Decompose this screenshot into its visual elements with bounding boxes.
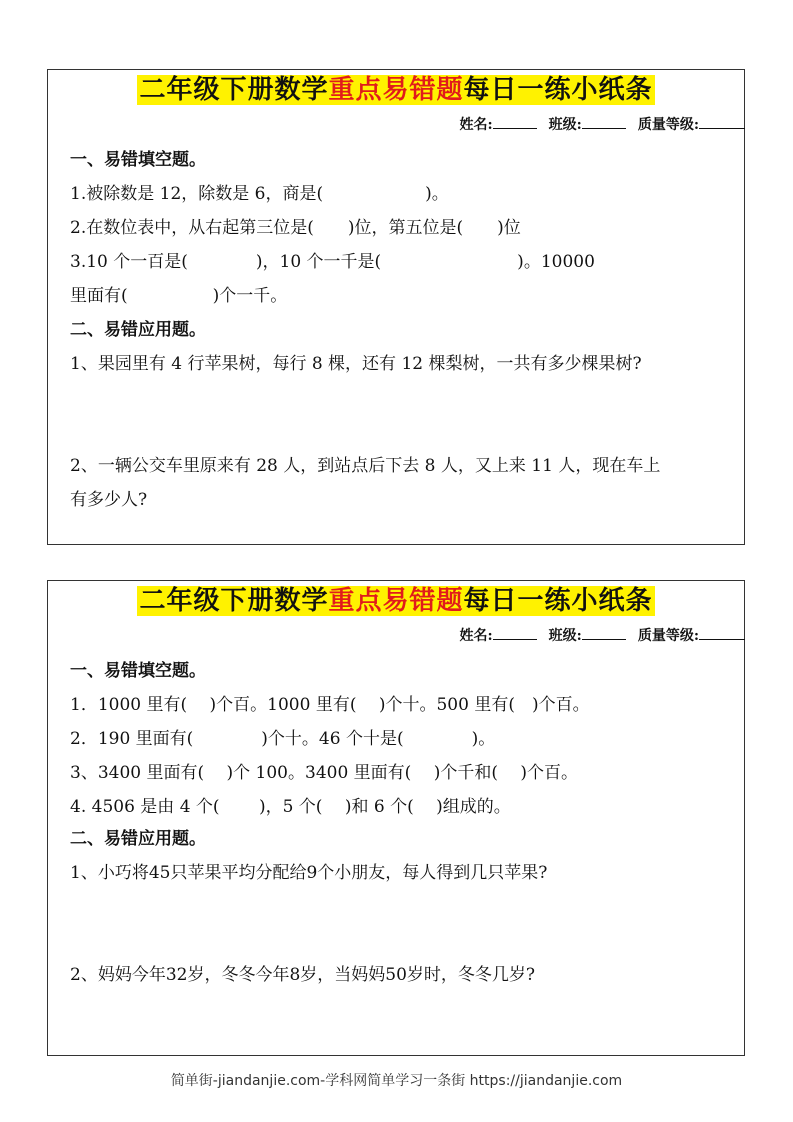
word-problem-1: 1、小巧将45只苹果平均分配给9个小朋友，每人得到几只苹果?: [70, 863, 548, 883]
word-problem-2-continued: 有多少人?: [70, 490, 148, 510]
card-title: 二年级下册数学重点易错题每日一练小纸条: [139, 75, 653, 105]
word-problem-2: 2、一辆公交车里原来有 28 人，到站点后下去 8 人，又上来 11 人，现在车上: [70, 456, 661, 476]
question-1: 1．1000 里有( )个百。1000 里有( )个十。500 里有( )个百。: [70, 695, 590, 715]
question-1: 1.被除数是 12，除数是 6，商是( )。: [70, 184, 449, 204]
worksheet-card-1: [47, 69, 745, 545]
student-info-line: 姓名: 班级: 质量等级:: [459, 114, 745, 134]
question-2: 2．190 里面有( )个十。46 个十是( )。: [70, 729, 496, 749]
question-3: 3、3400 里面有( )个 100。3400 里面有( )个千和( )个百。: [70, 763, 579, 783]
student-info-line: 姓名: 班级: 质量等级:: [459, 625, 745, 645]
question-3: 3.10 个一百是( )，10 个一千是( )。10000: [70, 252, 595, 272]
section-fill-in-title: 一、易错填空题。: [70, 661, 206, 681]
question-4: 4. 4506 是由 4 个( )，5 个( )和 6 个( )组成的。: [70, 797, 511, 817]
word-problem-1: 1、果园里有 4 行苹果树，每行 8 棵，还有 12 棵梨树，一共有多少棵果树?: [70, 354, 642, 374]
section-fill-in-title: 一、易错填空题。: [70, 150, 206, 170]
question-3-continued: 里面有( )个一千。: [70, 286, 288, 306]
question-2: 2.在数位表中，从右起第三位是( )位，第五位是( )位: [70, 218, 521, 238]
page-footer: 简单街-jiandanjie.com-学科网简单学习一条街 https://jiandanjie.com: [170, 1073, 623, 1089]
card-title: 二年级下册数学重点易错题每日一练小纸条: [139, 586, 653, 616]
section-word-problems-title: 二、易错应用题。: [70, 829, 206, 849]
worksheet-card-2: [47, 580, 745, 1056]
section-word-problems-title: 二、易错应用题。: [70, 320, 206, 340]
word-problem-2: 2、妈妈今年32岁，冬冬今年8岁，当妈妈50岁时，冬冬几岁?: [70, 965, 536, 985]
